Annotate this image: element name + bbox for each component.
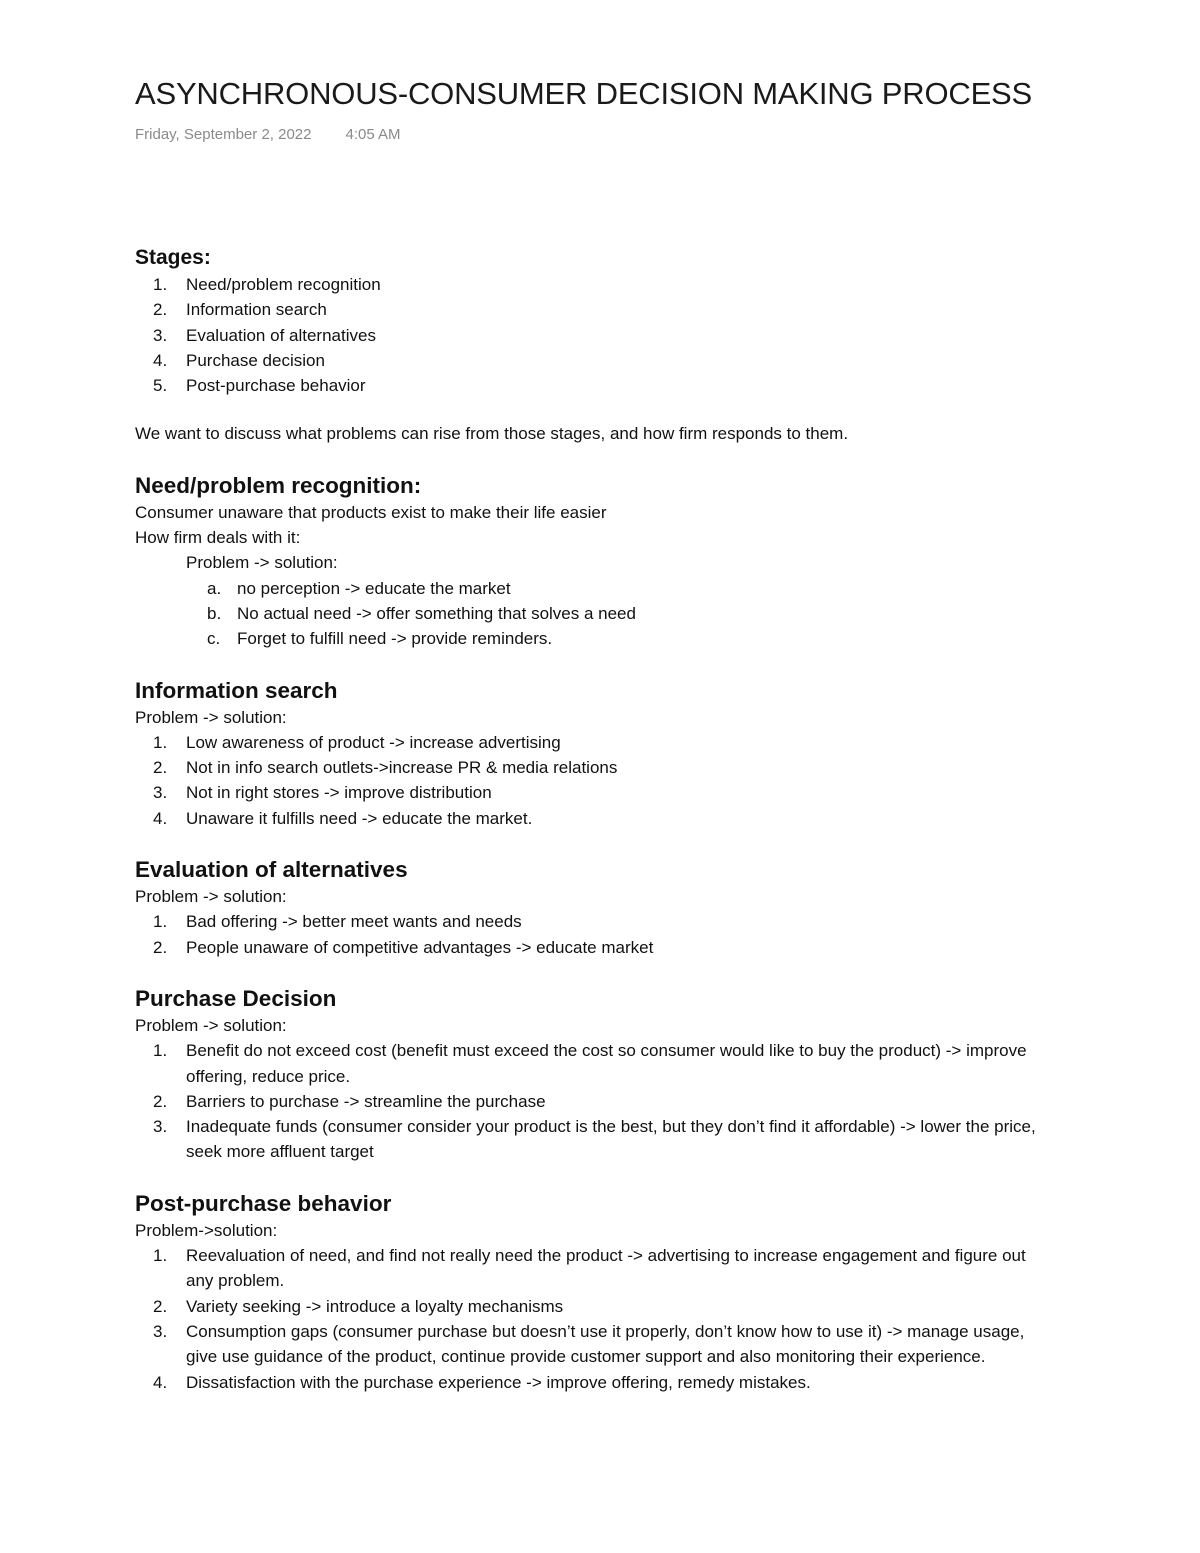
list-item [135, 323, 1055, 348]
post-purchase-heading: Post-purchase behavior [135, 1190, 392, 1216]
list-text: Low awareness of product -> increase advertising [186, 732, 561, 752]
list-text: Need/problem recognition [186, 275, 381, 294]
list-text: Forget to fulfill need -> provide reminders. [237, 629, 553, 649]
stages-intro: We want to discuss what problems can rise from those stages, and how firm responds to them. [135, 424, 849, 444]
list-item [135, 730, 1055, 755]
list-number: 4. [153, 808, 168, 828]
page-date: Friday, September 2, 2022 [135, 126, 312, 143]
need-recognition-heading: Need/problem recognition: [135, 472, 422, 498]
list-number: 1. [153, 912, 168, 932]
list-text: Variety seeking -> introduce a loyalty mechanisms [186, 1296, 564, 1316]
list-number: 2. [153, 1091, 168, 1111]
list-item [135, 272, 1055, 297]
purchase-decision-list [135, 1038, 1055, 1164]
list-item [135, 601, 1055, 626]
page-title: ASYNCHRONOUS-CONSUMER DECISION MAKING PROCESS [135, 76, 1032, 111]
list-number: 2. [153, 300, 168, 320]
stages-heading: Stages: [135, 246, 211, 269]
list-item [135, 1089, 1055, 1114]
list-item [135, 626, 1055, 651]
list-item [135, 806, 1055, 831]
need-recognition-list [135, 576, 1055, 652]
evaluation-subheading: Problem -> solution: [135, 887, 287, 907]
evaluation-heading: Evaluation of alternatives [135, 857, 408, 883]
list-text: People unaware of competitive advantages -> educate market [186, 937, 654, 957]
list-item [135, 1038, 1055, 1089]
page-content [135, 244, 1055, 1395]
list-number: 1. [153, 732, 168, 752]
stages-list [135, 272, 1055, 398]
list-item [135, 935, 1055, 960]
purchase-decision-subheading: Problem -> solution: [135, 1015, 287, 1035]
information-search-section [135, 677, 1055, 831]
need-recognition-line1: Consumer unaware that products exist to make their life easier [135, 502, 607, 522]
purchase-decision-heading: Purchase Decision [135, 985, 337, 1011]
need-recognition-subheading: Problem -> solution: [186, 553, 338, 573]
list-item [135, 1370, 1055, 1395]
list-text: Bad offering -> better meet wants and needs [186, 912, 522, 932]
list-item [135, 755, 1055, 780]
list-number: 3. [153, 1321, 168, 1341]
need-recognition-section [135, 472, 1055, 652]
list-number: 3. [153, 1117, 168, 1137]
post-purchase-list [135, 1243, 1055, 1395]
list-number: 1. [153, 275, 168, 294]
page-metadata [135, 125, 401, 145]
list-number: 2. [153, 1296, 168, 1316]
evaluation-list [135, 909, 1055, 960]
list-number: 3. [153, 783, 168, 803]
list-text: Purchase decision [186, 350, 325, 370]
list-text: Benefit do not exceed cost (benefit must exceed the cost so consumer would like to buy the product) -> improve offering, reduce price. [186, 1041, 1027, 1086]
list-letter: a. [207, 578, 222, 598]
list-text: Barriers to purchase -> streamline the purchase [186, 1091, 546, 1111]
information-search-heading: Information search [135, 677, 338, 703]
list-number: 1. [153, 1246, 168, 1266]
list-item [135, 1114, 1055, 1165]
list-number: 2. [153, 937, 168, 957]
list-letter: c. [207, 629, 221, 649]
list-item [135, 576, 1055, 601]
list-item [135, 1243, 1055, 1294]
list-text: no perception -> educate the market [237, 578, 511, 598]
list-item [135, 780, 1055, 805]
list-text: Dissatisfaction with the purchase experience -> improve offering, remedy mistakes. [186, 1372, 811, 1392]
evaluation-section [135, 856, 1055, 960]
list-text: Not in info search outlets->increase PR & media relations [186, 758, 618, 778]
list-number: 1. [153, 1041, 168, 1061]
post-purchase-subheading: Problem->solution: [135, 1220, 278, 1240]
list-item [135, 373, 1055, 398]
list-number: 5. [153, 376, 168, 396]
list-text: Information search [186, 300, 327, 320]
list-item [135, 1294, 1055, 1319]
list-text: Inadequate funds (consumer consider your product is the best, but they don’t find it affordable) -> lower the price, seek more affluent target [186, 1117, 1036, 1162]
list-number: 2. [153, 758, 168, 778]
list-number: 4. [153, 350, 168, 370]
list-text: Evaluation of alternatives [186, 325, 376, 345]
purchase-decision-section [135, 985, 1055, 1165]
list-number: 3. [153, 325, 168, 345]
list-item [135, 348, 1055, 373]
list-number: 4. [153, 1372, 168, 1392]
need-recognition-line2: How firm deals with it: [135, 528, 301, 548]
list-item [135, 1319, 1055, 1370]
list-item [135, 297, 1055, 322]
list-text: Reevaluation of need, and find not really need the product -> advertising to increase engagement and figure out any problem. [186, 1246, 1026, 1291]
information-search-subheading: Problem -> solution: [135, 707, 287, 727]
list-text: Not in right stores -> improve distribution [186, 783, 492, 803]
post-purchase-section [135, 1190, 1055, 1395]
list-text: Consumption gaps (consumer purchase but doesn’t use it properly, don’t know how to use it) -> manage usage, give use guidance of the product, continue provide customer support and also monitoring their experience. [186, 1321, 1025, 1367]
list-letter: b. [207, 603, 222, 623]
information-search-list [135, 730, 1055, 831]
page-time: 4:05 AM [345, 126, 401, 143]
list-item [135, 909, 1055, 934]
list-text: Post-purchase behavior [186, 376, 366, 396]
list-text: Unaware it fulfills need -> educate the market. [186, 808, 533, 828]
list-text: No actual need -> offer something that solves a need [237, 603, 636, 623]
stages-section [135, 244, 1055, 447]
